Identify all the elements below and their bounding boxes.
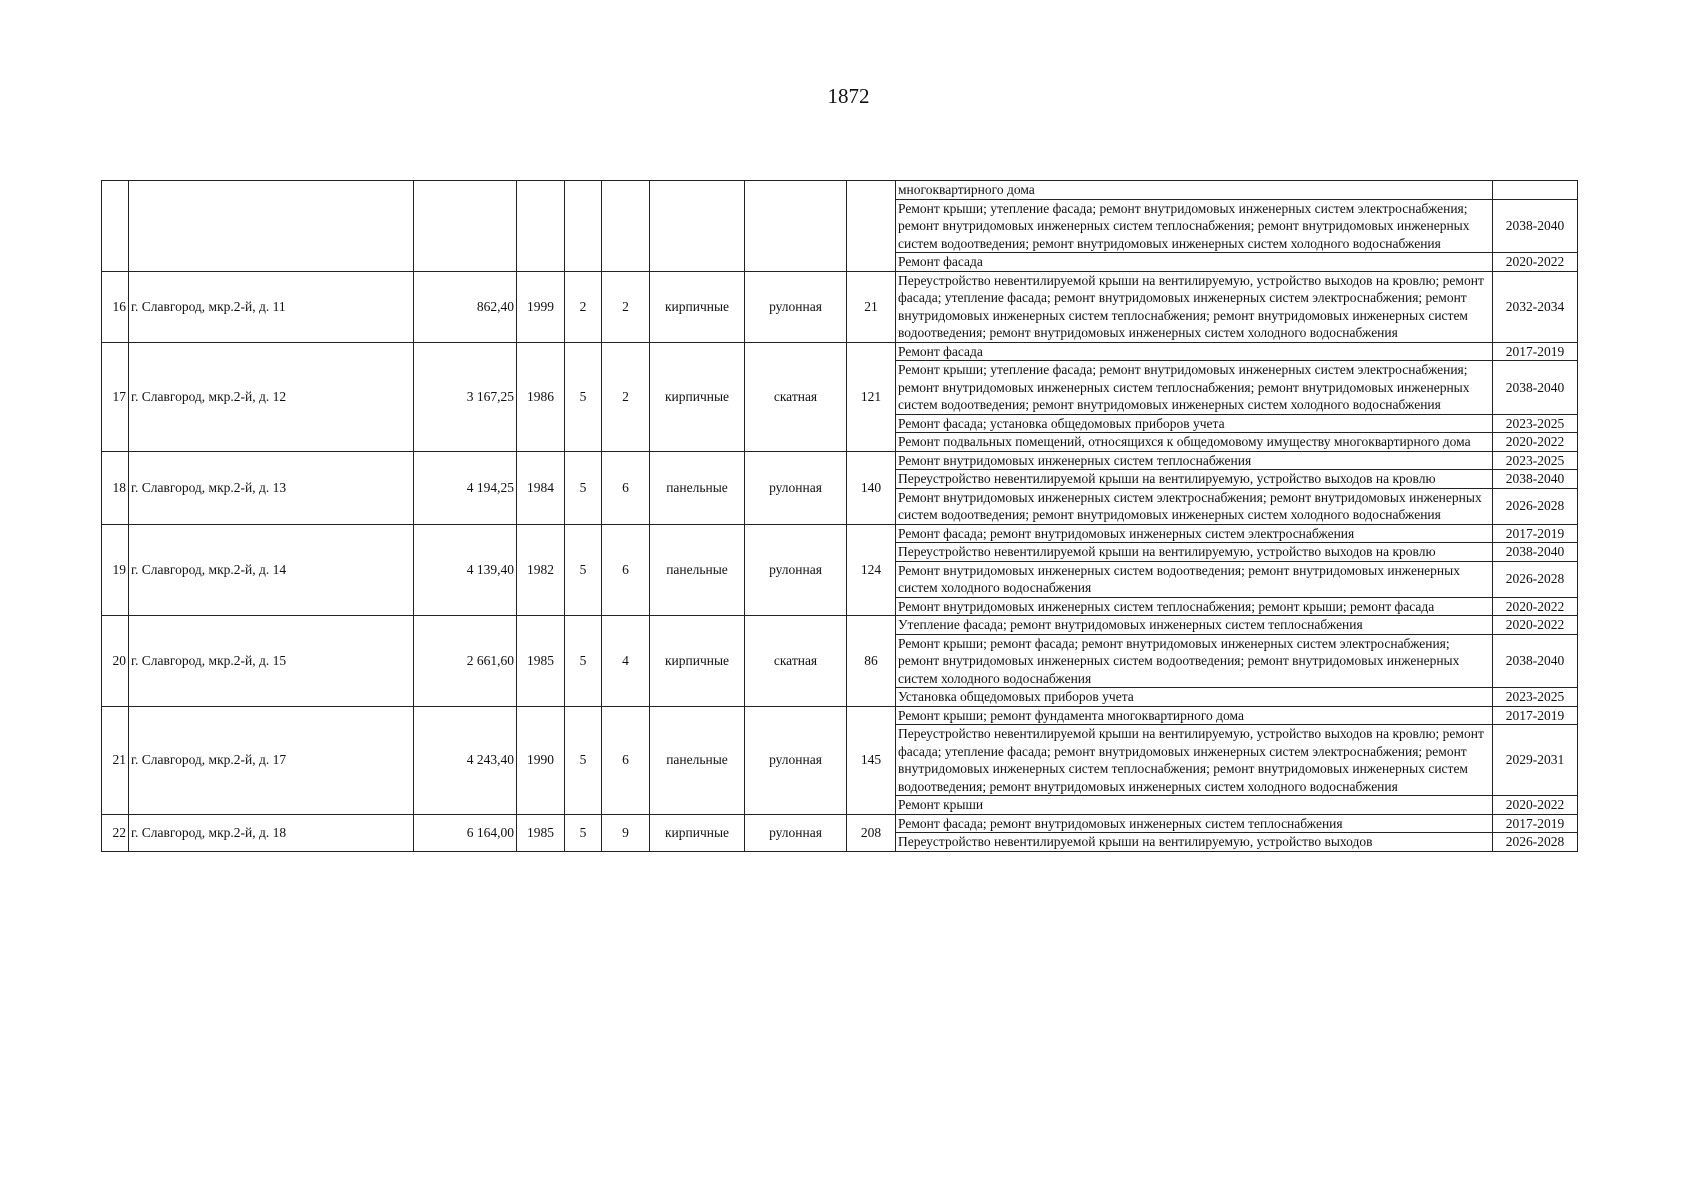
total-area: 4 139,40 <box>414 524 517 616</box>
wall-material: панельные <box>650 451 745 524</box>
entrances-count: 9 <box>602 814 650 851</box>
table-row <box>102 616 1578 635</box>
work-period: 2038-2040 <box>1493 470 1578 489</box>
residents-count: 21 <box>847 271 896 342</box>
work-description: Ремонт подвальных помещений, относящихся к общедомовому имуществу многоквартирного дома <box>896 433 1493 452</box>
wall-material: кирпичные <box>650 271 745 342</box>
wall-material: кирпичные <box>650 342 745 451</box>
roof-type: скатная <box>745 616 847 707</box>
residents-count: 86 <box>847 616 896 707</box>
residents-count: 124 <box>847 524 896 616</box>
build-year: 1985 <box>517 616 565 707</box>
entrances-count: 6 <box>602 524 650 616</box>
work-period: 2023-2025 <box>1493 414 1578 433</box>
build-year: 1985 <box>517 814 565 851</box>
total-area: 862,40 <box>414 271 517 342</box>
floors-count: 5 <box>565 814 602 851</box>
work-period: 2038-2040 <box>1493 199 1578 253</box>
wall-material: панельные <box>650 524 745 616</box>
page-number: 1872 <box>827 84 870 108</box>
work-period: 2026-2028 <box>1493 833 1578 852</box>
build-year: 1990 <box>517 706 565 814</box>
work-description: Ремонт крыши; ремонт фасада; ремонт внутридомовых инженерных систем электроснабжения; ремонт внутридомовых инженерных систем водоотведения; ремонт внутридомовых инженерных систем холодного водоснабжения <box>896 634 1493 688</box>
floors-count: 5 <box>565 616 602 707</box>
residents-count: 121 <box>847 342 896 451</box>
table-row <box>102 524 1578 543</box>
floors-count: 5 <box>565 342 602 451</box>
table-row <box>102 706 1578 725</box>
build-year: 1999 <box>517 271 565 342</box>
row-number-cell <box>102 181 129 272</box>
residents-count: 208 <box>847 814 896 851</box>
residents-cell <box>847 181 896 272</box>
roof-type: рулонная <box>745 524 847 616</box>
build-year: 1986 <box>517 342 565 451</box>
work-description: Установка общедомовых приборов учета <box>896 688 1493 707</box>
address: г. Славгород, мкр.2-й, д. 13 <box>129 451 414 524</box>
total-area: 2 661,60 <box>414 616 517 707</box>
roof-type: рулонная <box>745 271 847 342</box>
work-period: 2020-2022 <box>1493 796 1578 815</box>
work-description: Ремонт крыши <box>896 796 1493 815</box>
work-period: 2032-2034 <box>1493 271 1578 342</box>
work-period: 2023-2025 <box>1493 451 1578 470</box>
work-period: 2038-2040 <box>1493 361 1578 415</box>
address: г. Славгород, мкр.2-й, д. 15 <box>129 616 414 707</box>
residents-count: 140 <box>847 451 896 524</box>
work-description: Переустройство невентилируемой крыши на вентилируемую, устройство выходов на кровлю; ремонт фасада; утепление фасада; ремонт внутридомовых инженерных систем электроснабжения; ремонт внутридомовых инженерных систем теплоснабжения; ремонт внутридомовых инженерных систем водоотведения; ремонт внутридомовых инженерных систем холодного водоснабжения <box>896 725 1493 796</box>
work-description: Переустройство невентилируемой крыши на вентилируемую, устройство выходов на кровлю <box>896 543 1493 562</box>
work-period: 2038-2040 <box>1493 634 1578 688</box>
row-number: 17 <box>102 342 129 451</box>
work-description: Ремонт фасада; ремонт внутридомовых инженерных систем теплоснабжения <box>896 814 1493 833</box>
total-area: 4 243,40 <box>414 706 517 814</box>
row-number: 18 <box>102 451 129 524</box>
roof-type: рулонная <box>745 814 847 851</box>
floors-count: 5 <box>565 524 602 616</box>
total-area: 6 164,00 <box>414 814 517 851</box>
work-description: Переустройство невентилируемой крыши на вентилируемую, устройство выходов <box>896 833 1493 852</box>
work-period: 2023-2025 <box>1493 688 1578 707</box>
work-period: 2017-2019 <box>1493 342 1578 361</box>
row-number: 16 <box>102 271 129 342</box>
address: г. Славгород, мкр.2-й, д. 14 <box>129 524 414 616</box>
entrances-cell <box>602 181 650 272</box>
table-row <box>102 181 1578 200</box>
address: г. Славгород, мкр.2-й, д. 18 <box>129 814 414 851</box>
table-row <box>102 814 1578 833</box>
entrances-count: 2 <box>602 342 650 451</box>
floors-count: 5 <box>565 706 602 814</box>
work-description: Переустройство невентилируемой крыши на вентилируемую, устройство выходов на кровлю <box>896 470 1493 489</box>
work-period: 2038-2040 <box>1493 543 1578 562</box>
work-description: Ремонт внутридомовых инженерных систем водоотведения; ремонт внутридомовых инженерных систем холодного водоснабжения <box>896 561 1493 597</box>
roof-type: скатная <box>745 342 847 451</box>
entrances-count: 4 <box>602 616 650 707</box>
address: г. Славгород, мкр.2-й, д. 12 <box>129 342 414 451</box>
work-description: Ремонт фасада; установка общедомовых приборов учета <box>896 414 1493 433</box>
table-row <box>102 342 1578 361</box>
work-description: Ремонт крыши; ремонт фундамента многоквартирного дома <box>896 706 1493 725</box>
walls-cell <box>650 181 745 272</box>
work-period: 2020-2022 <box>1493 597 1578 616</box>
work-description: Переустройство невентилируемой крыши на вентилируемую, устройство выходов на кровлю; ремонт фасада; утепление фасада; ремонт внутридомовых инженерных систем электроснабжения; ремонт внутридомовых инженерных систем теплоснабжения; ремонт внутридомовых инженерных систем водоотведения; ремонт внутридомовых инженерных систем холодного водоснабжения <box>896 271 1493 342</box>
row-number: 21 <box>102 706 129 814</box>
work-description: Ремонт крыши; утепление фасада; ремонт внутридомовых инженерных систем электроснабжения; ремонт внутридомовых инженерных систем теплоснабжения; ремонт внутридомовых инженерных систем водоотведения; ремонт внутридомовых инженерных систем холодного водоснабжения <box>896 199 1493 253</box>
entrances-count: 2 <box>602 271 650 342</box>
wall-material: панельные <box>650 706 745 814</box>
floors-cell <box>565 181 602 272</box>
work-period: 2026-2028 <box>1493 561 1578 597</box>
work-period: 2017-2019 <box>1493 706 1578 725</box>
table-body <box>102 181 1578 852</box>
roof-cell <box>745 181 847 272</box>
roof-type: рулонная <box>745 706 847 814</box>
table-row <box>102 451 1578 470</box>
work-description: Ремонт внутридомовых инженерных систем теплоснабжения; ремонт крыши; ремонт фасада <box>896 597 1493 616</box>
table-row <box>102 271 1578 342</box>
work-description: Ремонт фасада <box>896 253 1493 272</box>
work-period: 2029-2031 <box>1493 725 1578 796</box>
build-year: 1984 <box>517 451 565 524</box>
year-cell <box>517 181 565 272</box>
address: г. Славгород, мкр.2-й, д. 11 <box>129 271 414 342</box>
work-description: Ремонт внутридомовых инженерных систем теплоснабжения <box>896 451 1493 470</box>
work-period: 2020-2022 <box>1493 433 1578 452</box>
row-number: 22 <box>102 814 129 851</box>
row-number: 20 <box>102 616 129 707</box>
build-year: 1982 <box>517 524 565 616</box>
total-area: 3 167,25 <box>414 342 517 451</box>
floors-count: 2 <box>565 271 602 342</box>
capital-repair-table <box>101 180 1578 852</box>
floors-count: 5 <box>565 451 602 524</box>
work-period: 2017-2019 <box>1493 524 1578 543</box>
wall-material: кирпичные <box>650 616 745 707</box>
total-area: 4 194,25 <box>414 451 517 524</box>
work-period: 2020-2022 <box>1493 616 1578 635</box>
work-description: Ремонт фасада <box>896 342 1493 361</box>
work-period: 2026-2028 <box>1493 488 1578 524</box>
work-period: 2020-2022 <box>1493 253 1578 272</box>
entrances-count: 6 <box>602 451 650 524</box>
row-number: 19 <box>102 524 129 616</box>
work-period <box>1493 181 1578 200</box>
address: г. Славгород, мкр.2-й, д. 17 <box>129 706 414 814</box>
area-cell <box>414 181 517 272</box>
residents-count: 145 <box>847 706 896 814</box>
work-description: Утепление фасада; ремонт внутридомовых инженерных систем теплоснабжения <box>896 616 1493 635</box>
work-description: Ремонт крыши; утепление фасада; ремонт внутридомовых инженерных систем электроснабжения; ремонт внутридомовых инженерных систем теплоснабжения; ремонт внутридомовых инженерных систем водоотведения; ремонт внутридомовых инженерных систем холодного водоснабжения <box>896 361 1493 415</box>
roof-type: рулонная <box>745 451 847 524</box>
wall-material: кирпичные <box>650 814 745 851</box>
address-cell <box>129 181 414 272</box>
work-description: Ремонт фасада; ремонт внутридомовых инженерных систем электроснабжения <box>896 524 1493 543</box>
entrances-count: 6 <box>602 706 650 814</box>
work-period: 2017-2019 <box>1493 814 1578 833</box>
work-description: Ремонт внутридомовых инженерных систем электроснабжения; ремонт внутридомовых инженерных систем водоотведения; ремонт внутридомовых инженерных систем холодного водоснабжения <box>896 488 1493 524</box>
work-description: многоквартирного дома <box>896 181 1493 200</box>
